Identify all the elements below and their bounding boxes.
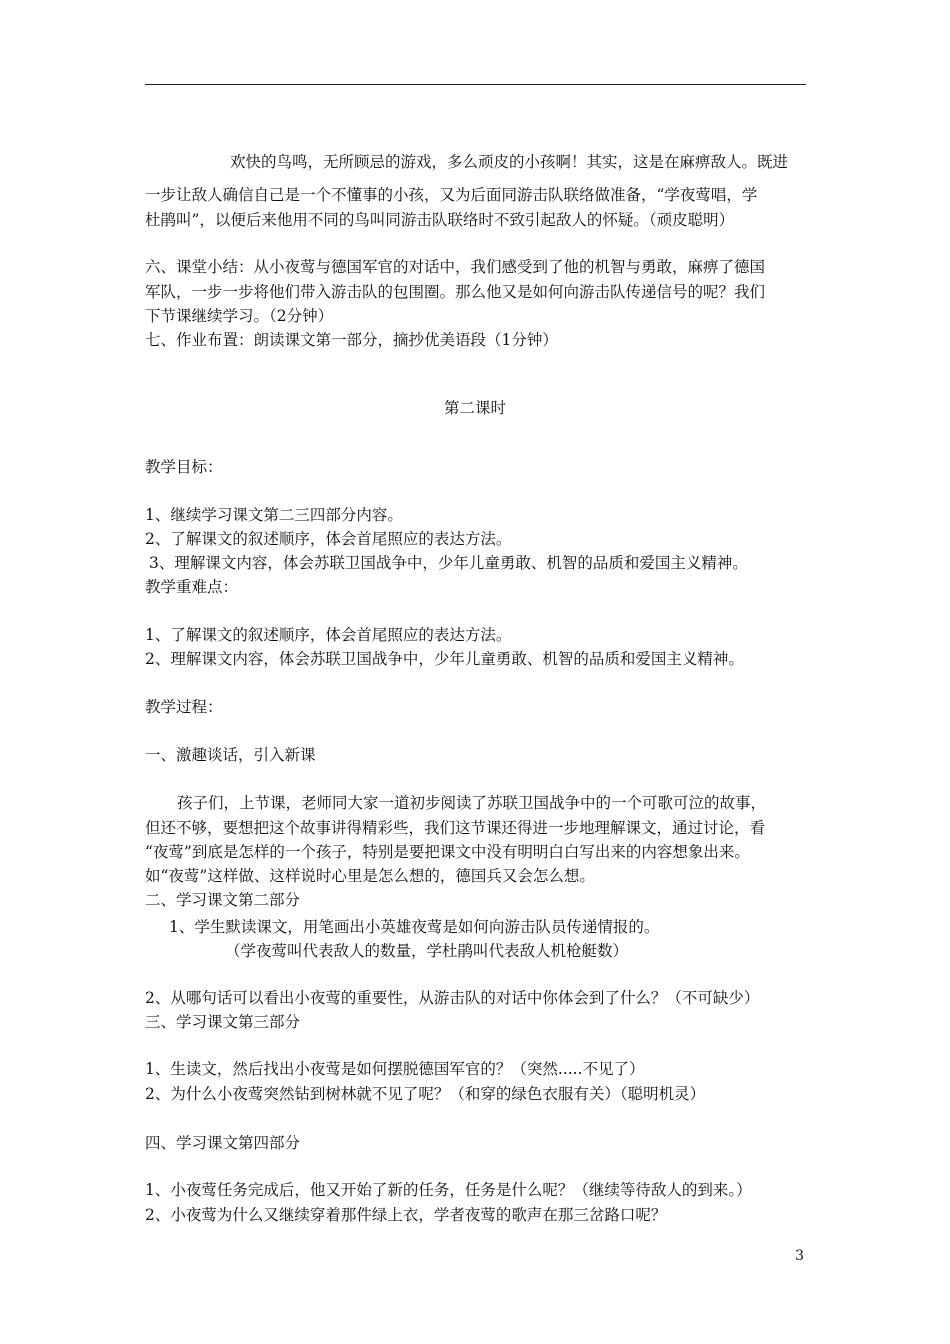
text-line: 下节课继续学习。（2分钟） — [145, 307, 334, 325]
text-line: 教学过程： — [145, 698, 223, 716]
text-line: 2、为什么小夜莺突然钻到树林就不见了呢？（和穿的绿色衣服有关）（聪明机灵） — [145, 1085, 706, 1103]
text-line: “夜莺”到底是怎样的一个孩子，特别是要把课文中没有明明白白写出来的内容想象出来。 — [145, 843, 750, 861]
text-line: 四、学习课文第四部分 — [145, 1134, 301, 1152]
section-title: 第二课时 — [443, 399, 506, 417]
text-line: 1、生读文，然后找出小夜莺是如何摆脱德国军官的？（突然.....不见了） — [145, 1060, 645, 1078]
text-line: （学夜莺叫代表敌人的数量，学杜鹃叫代表敌人机枪艇数） — [225, 942, 629, 960]
text-line: 教学重难点： — [145, 578, 239, 596]
text-line: 2、从哪句话可以看出小夜莺的重要性，从游击队的对话中你体会到了什么？（不可缺少） — [145, 989, 760, 1007]
text-line: 但还不够，要想把这个故事讲得精彩些，我们这节课还得进一步地理解课文，通过讨论，看 — [145, 819, 766, 837]
page-number: 3 — [795, 1248, 804, 1264]
text-line: 3、理解课文内容，体会苏联卫国战争中，少年儿童勇敢、机智的品质和爱国主义精神。 — [149, 554, 748, 572]
text-line: 杜鹃叫”，以便后来他用不同的鸟叫同游击队联络时不致引起敌人的怀疑。（顽皮聪明） — [145, 211, 735, 229]
text-line: 孩子们，上节课，老师同大家一道初步阅读了苏联卫国战争中的一个可歌可泣的故事， — [177, 794, 767, 812]
text-line: 1、小夜莺任务完成后，他又开始了新的任务，任务是什么呢？（继续等待敌人的到来。） — [145, 1181, 752, 1199]
text-line: 七、作业布置：朗读课文第一部分，摘抄优美语段（1分钟） — [145, 331, 558, 349]
text-line: 欢快的鸟鸣，无所顾忌的游戏，多么顽皮的小孩啊！其实，这是在麻痹敌人。既进 — [230, 153, 789, 171]
text-line: 二、学习课文第二部分 — [145, 891, 301, 909]
text-line: 1、了解课文的叙述顺序，体会首尾照应的表达方法。 — [145, 626, 512, 644]
text-line: 2、理解课文内容，体会苏联卫国战争中，少年儿童勇敢、机智的品质和爱国主义精神。 — [145, 650, 744, 668]
text-line: 2、小夜莺为什么又继续穿着那件绿上衣，学者夜莺的歌声在那三岔路口呢？ — [145, 1206, 667, 1224]
text-line: 1、继续学习课文第二三四部分内容。 — [145, 506, 403, 524]
text-line: 六、课堂小结：从小夜莺与德国军官的对话中，我们感受到了他的机智与勇敢，麻痹了德国 — [145, 258, 766, 276]
text-line: 教学目标： — [145, 458, 223, 476]
text-line: 一步让敌人确信自己是一个不懂事的小孩，又为后面同游击队联络做准备，“学夜莺唱，学 — [145, 186, 758, 204]
text-line: 如“夜莺”这样做、这样说时心里是怎么想的，德国兵又会怎么想。 — [145, 867, 595, 885]
text-line: 三、学习课文第三部分 — [145, 1013, 301, 1031]
text-line: 1、学生默读课文，用笔画出小英雄夜莺是如何向游击队员传递情报的。 — [169, 918, 660, 936]
text-line: 军队，一步一步将他们带入游击队的包围圈。那么他又是如何向游击队传递信号的呢？我们 — [145, 283, 766, 301]
text-line: 一、激趣谈话，引入新课 — [145, 746, 316, 764]
header-rule — [145, 84, 806, 85]
text-line: 2、了解课文的叙述顺序，体会首尾照应的表达方法。 — [145, 530, 512, 548]
